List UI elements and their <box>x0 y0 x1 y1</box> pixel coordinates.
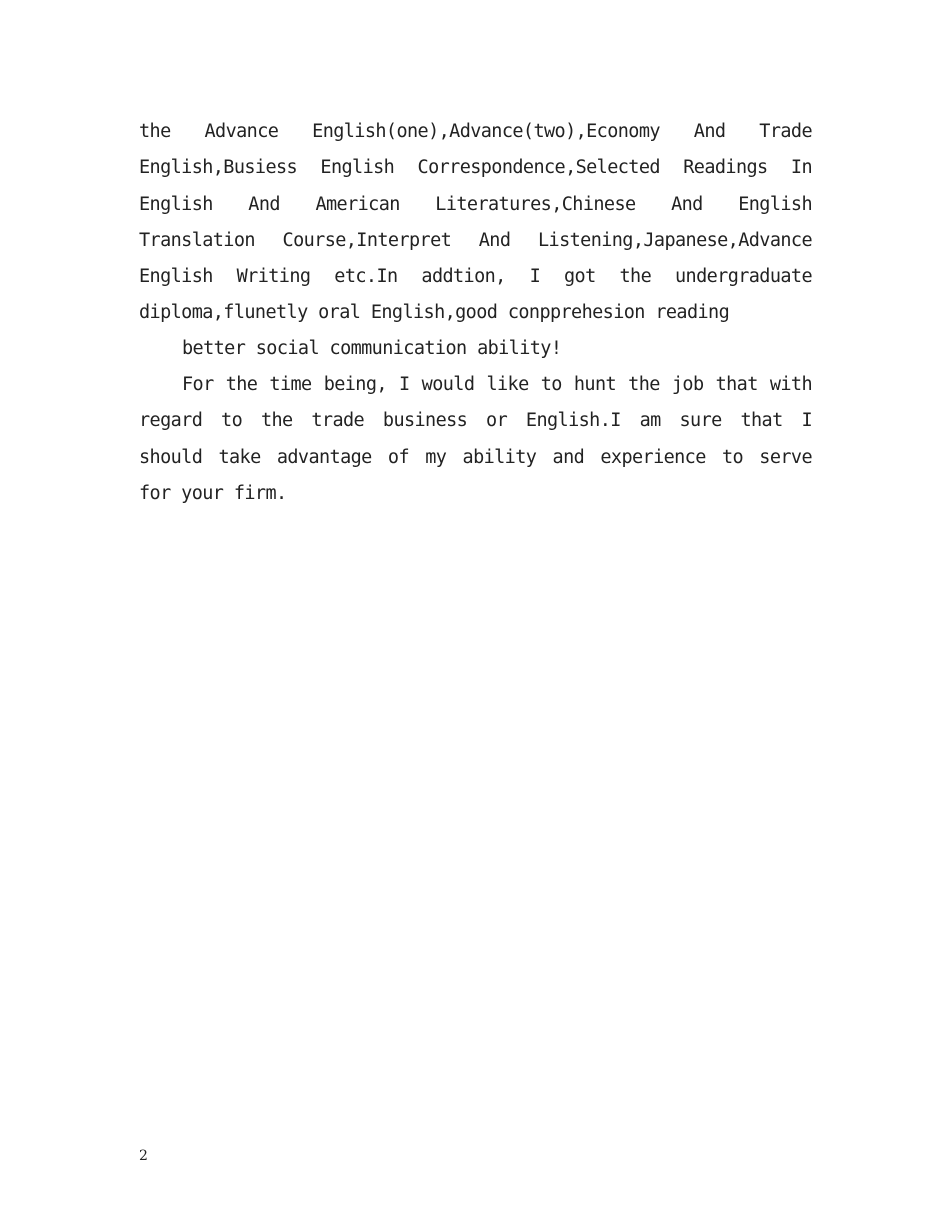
document-body <box>139 114 812 512</box>
text-line: regard to the trade business or English.I am sure that I <box>139 410 812 432</box>
paragraph-courses <box>139 114 812 332</box>
text-line: Translation Course,Interpret And Listening,Japanese,Advance <box>139 229 812 251</box>
page-number: 2 <box>139 1148 148 1164</box>
text-line: English Writing etc.In addtion, I got the undergraduate <box>139 266 812 288</box>
text-line: diploma,flunetly oral English,good conpprehesion reading <box>139 302 730 324</box>
paragraph-communication: better social communication ability! <box>182 337 562 359</box>
text-line: English,Busiess English Correspondence,Selected Readings In <box>139 157 812 179</box>
text-line: for your firm. <box>139 482 287 504</box>
text-line: For the time being, I would like to hunt the job that with <box>182 374 812 396</box>
text-line: should take advantage of my ability and experience to serve <box>139 446 812 468</box>
text-line: the Advance English(one),Advance(two),Economy And Trade <box>139 121 812 142</box>
paragraph-job-goal <box>139 367 812 512</box>
text-line: English And American Literatures,Chinese And English <box>139 193 812 215</box>
